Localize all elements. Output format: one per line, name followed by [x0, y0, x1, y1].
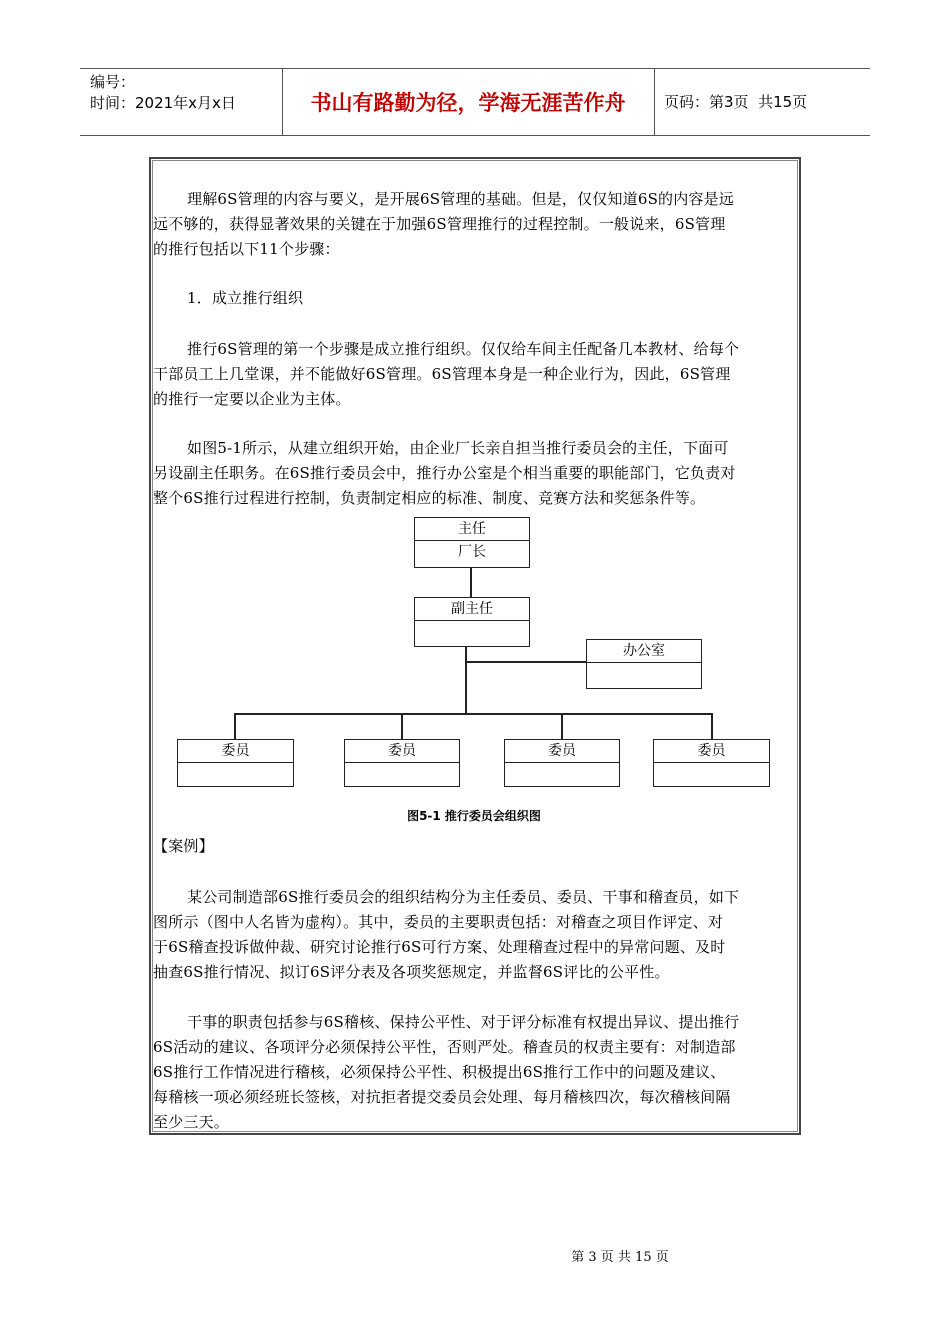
connector-director-deputy: [470, 568, 472, 597]
header-bottom-rule: [80, 135, 870, 136]
paragraph-step1: 推行6S管理的第一个步骤是成立推行组织。仅仅给车间主任配备几本教材、给每个 干部员工上几堂课，并不能做好6S管理。6S管理本身是一种企业行为，因此，6S管理 的推行一定要以企业为主体。: [153, 340, 740, 408]
deputy-box: [414, 597, 530, 647]
director-name: 厂长: [458, 544, 486, 560]
paragraph-intro: 理解6S管理的内容与要义，是开展6S管理的基础。但是，仅仅知道6S的内容是远 远不够的，获得显著效果的关键在于加强6S管理推行的过程控制。一般说来，6S管理 的推行包括以下11个步骤：: [153, 190, 735, 258]
director-title: 主任: [415, 518, 529, 541]
connector-deputy-trunk: [465, 647, 467, 713]
header-meta: [90, 72, 236, 114]
member-box: 委员: [344, 739, 460, 787]
office-box: [586, 639, 702, 689]
director-box: [414, 517, 530, 568]
member-box: 委员: [177, 739, 294, 787]
header-divider-right: [654, 68, 655, 135]
member-box: 委员: [504, 739, 620, 787]
connector-office: [465, 661, 586, 663]
deputy-title: 副主任: [415, 598, 529, 621]
page-footer: 第 3 页 共 15 页: [571, 1250, 669, 1265]
office-title: 办公室: [587, 640, 701, 663]
member-box: 委员: [653, 739, 770, 787]
header-page-info: 页码：第3页 共15页: [664, 93, 808, 111]
connector-members-bar: [234, 713, 712, 715]
paragraph-figure-intro: 如图5-1所示，从建立组织开始，由企业厂长亲自担当推行委员会的主任，下面可 另设副主任职务。在6S推行委员会中，推行办公室是个相当重要的职能部门，它负责对 整个6S推行过程进行控制，负责制定相应的标准、制度、竞赛方法和奖惩条件等。: [153, 439, 736, 507]
step-heading: 1．成立推行组织: [187, 289, 304, 307]
serial-label: 编号：: [90, 73, 136, 91]
figure-caption: 图5-1 推行委员会组织图: [407, 809, 541, 823]
date-label: 时间：2021年x月x日: [90, 94, 236, 112]
paragraph-duties: 干事的职责包括参与6S稽核、保持公平性、对于评分标准有权提出异议、提出推行 6S活动的建议、各项评分必须保持公平性，否则严处。稽查员的权责主要有：对制造部 6S推行工作情况进行稽核，必须保持公平性、积极提出6S推行工作中的问题及建议、 每稽核一项必须经班长签核，对抗拒者提交委员会处理、每月稽核四次，每次稽核间隔 至少三天。: [153, 1013, 740, 1131]
case-title: 【案例】: [153, 837, 214, 855]
header-motto: 书山有路勤为径，学海无涯苦作舟: [310, 90, 626, 115]
paragraph-case: 某公司制造部6S推行委员会的组织结构分为主任委员、委员、干事和稽查员，如下 图所示（图中人名皆为虚构）。其中，委员的主要职责包括：对稽查之项目作评定、对 于6S稽查投诉做仲裁、研究讨论推行6S可行方案、处理稽查过程中的异常问题、及时 抽查6S推行情况、拟订6S评分表及各项奖惩规定，并监督6S评比的公平性。: [153, 888, 740, 981]
